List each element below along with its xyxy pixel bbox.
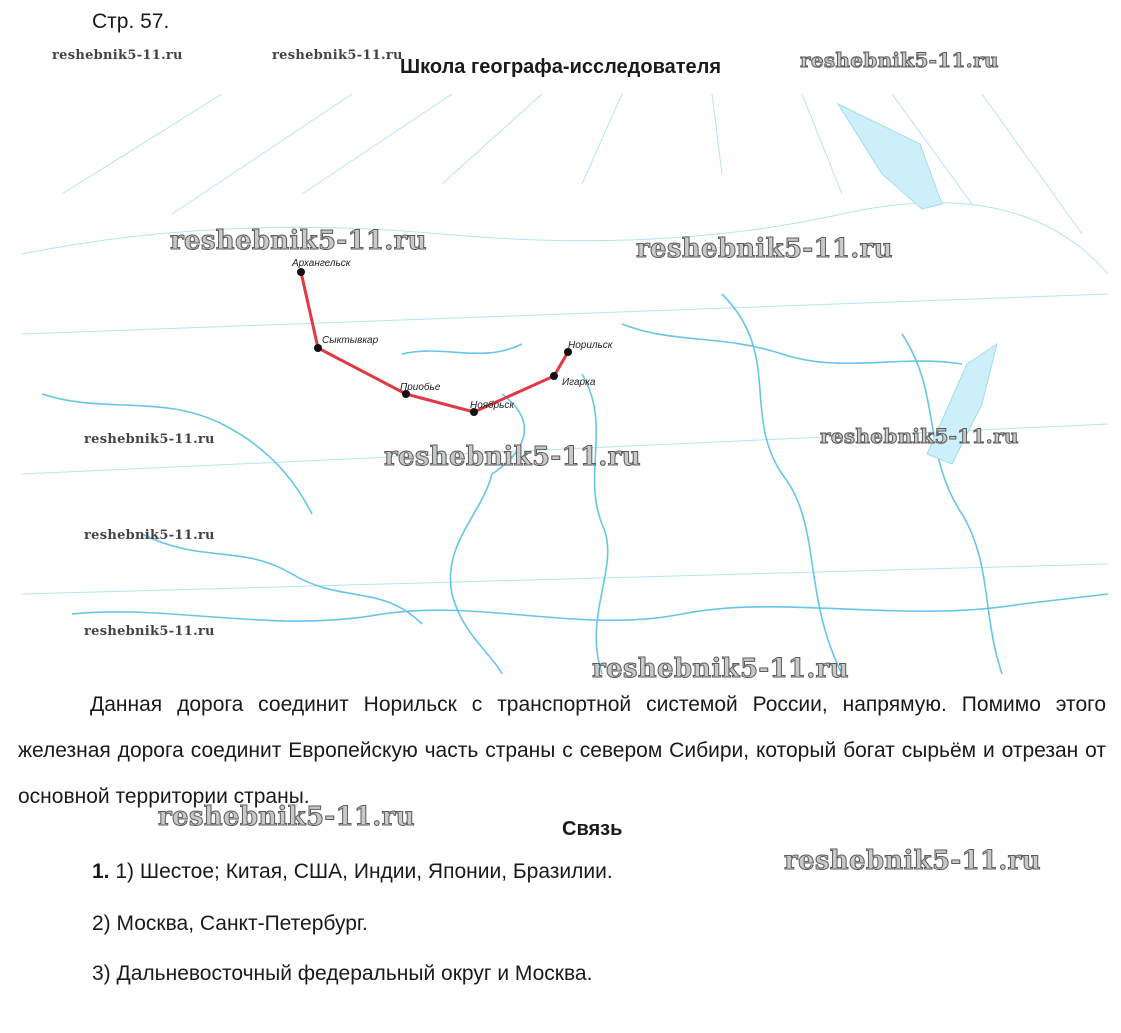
answer-line-2: 2) Москва, Санкт-Петербург. xyxy=(92,912,368,935)
answer-text: 1) Шестое; Китая, США, Индии, Японии, Бразилии. xyxy=(115,860,613,883)
watermark: reshebnik5-11.ru xyxy=(384,442,641,472)
city-label-syktyvkar: Сыктывкар xyxy=(322,335,379,346)
watermark: reshebnik5-11.ru xyxy=(272,48,403,63)
lakes xyxy=(838,104,997,464)
watermark: reshebnik5-11.ru xyxy=(84,624,215,639)
rivers xyxy=(42,294,1108,674)
watermark: reshebnik5-11.ru xyxy=(592,654,849,684)
watermark: reshebnik5-11.ru xyxy=(158,802,415,832)
watermark: reshebnik5-11.ru xyxy=(820,424,1019,448)
watermark: reshebnik5-11.ru xyxy=(170,226,427,256)
city-label-noyabrsk: Ноябрьск xyxy=(470,400,515,411)
watermark: reshebnik5-11.ru xyxy=(84,432,215,447)
map-background-lines xyxy=(22,94,1108,594)
answer-paragraph-text: Данная дорога соединит Норильск с транспортной системой России, напрямую. Помимо этого железная дорога соединит Европейскую часть страны с севером Сибири, который богат сырьём и отрезан от основной территории страны. xyxy=(18,693,1106,808)
watermark: reshebnik5-11.ru xyxy=(800,48,999,72)
answer-number: 1. xyxy=(92,860,110,883)
city-label-priobye: Приобье xyxy=(400,382,441,393)
watermark: reshebnik5-11.ru xyxy=(636,234,893,264)
watermark: reshebnik5-11.ru xyxy=(84,528,215,543)
city-labels xyxy=(291,258,614,411)
answer-line-1 xyxy=(92,860,613,884)
city-point-arkhangelsk xyxy=(297,268,305,276)
city-label-norilsk: Норильск xyxy=(568,340,613,351)
answer-line-3: 3) Дальневосточный федеральный округ и Москва. xyxy=(92,962,593,985)
watermark: reshebnik5-11.ru xyxy=(784,846,1041,876)
route-map xyxy=(22,94,1108,674)
answer-paragraph xyxy=(18,682,1106,820)
city-label-igarka: Игарка xyxy=(562,377,596,388)
city-label-arkhangelsk: Архангельск xyxy=(292,258,351,269)
section-title: Школа географа-исследователя xyxy=(400,56,722,78)
section2-title: Связь xyxy=(562,818,623,840)
page-number: Стр. 57. xyxy=(92,10,170,33)
city-point-syktyvkar xyxy=(314,344,322,352)
watermark: reshebnik5-11.ru xyxy=(52,48,183,63)
city-point-igarka xyxy=(550,372,558,380)
